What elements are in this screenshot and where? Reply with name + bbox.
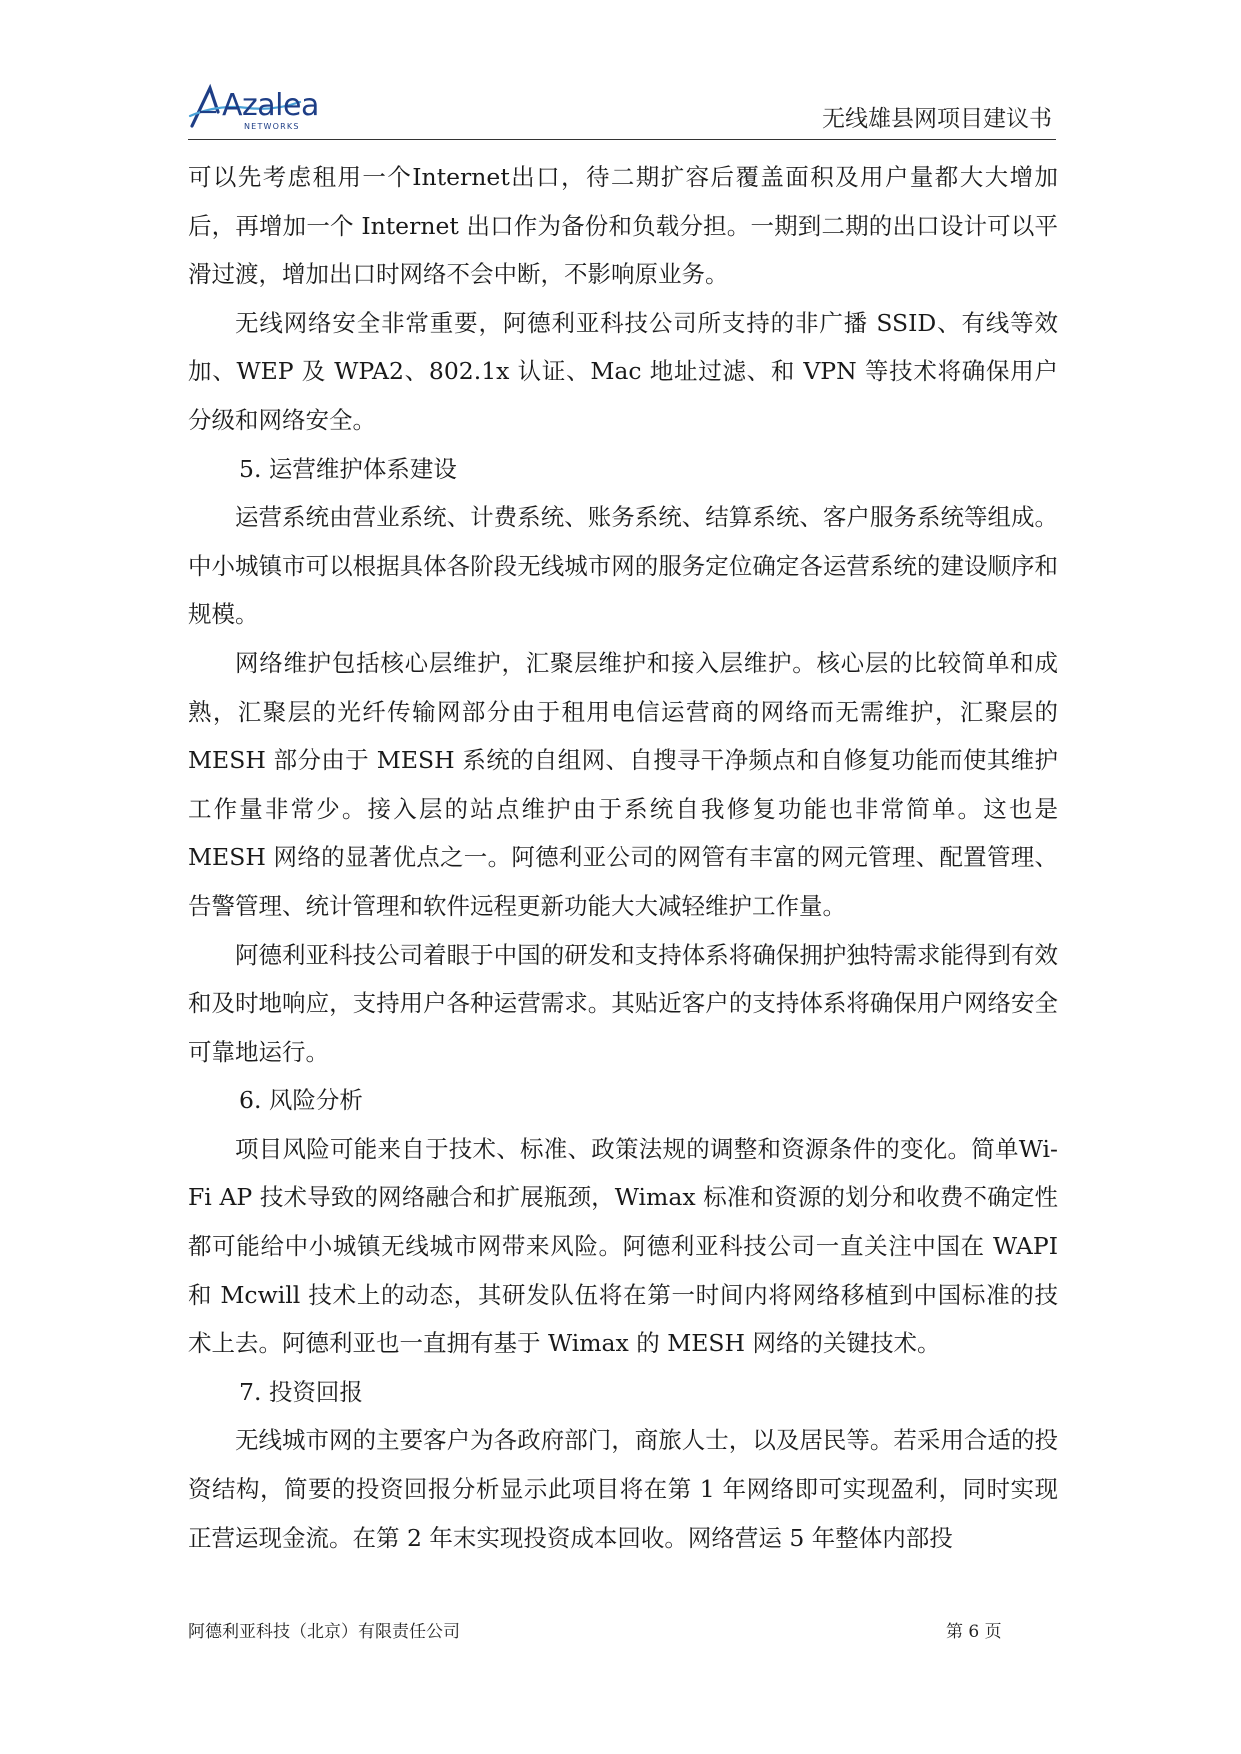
logo-subtext: NETWORKS bbox=[244, 122, 300, 131]
footer-company: 阿德利亚科技（北京）有限责任公司 bbox=[188, 1622, 460, 1642]
header-divider bbox=[188, 139, 1056, 140]
section-heading-operations: 5. 运营维护体系建设 bbox=[239, 454, 457, 483]
azalea-logo bbox=[188, 82, 319, 140]
paragraph-support-system: 阿德利亚科技公司着眼于中国的研发和支持体系将确保拥护独特需求能得到有效和及时地响应，支持用户各种运营需求。其贴近客户的支持体系将确保用户网络安全可靠地运行。 bbox=[188, 940, 1058, 1066]
paragraph-continued: 可以先考虑租用一个Internet出口，待二期扩容后覆盖面积及用户量都大大增加后，再增加一个 Internet 出口作为备份和负载分担。一期到二期的出口设计可以平滑过渡，增加出口时网络不会中断，不影响原业务。 bbox=[188, 163, 1058, 289]
section-heading-roi: 7. 投资回报 bbox=[239, 1377, 363, 1406]
paragraph-network-security: 无线网络安全非常重要，阿德利亚科技公司所支持的非广播 SSID、有线等效加、WEP 及 WPA2、802.1x 认证、Mac 地址过滤、和 VPN 等技术将确保用户分级和网络安全。 bbox=[188, 308, 1058, 434]
paragraph-risk-analysis: 项目风险可能来自于技术、标准、政策法规的调整和资源条件的变化。简单Wi-Fi AP 技术导致的网络融合和扩展瓶颈，Wimax 标准和资源的划分和收费不确定性都可能给中小城镇无线城市网带来风险。阿德利亚科技公司一直关注中国在 WAPI 和 Mcwill 技术上的动态，其研发队伍将在第一时间内将网络移植到中国标准的技术上去。阿德利亚也一直拥有基于 Wimax 的 MESH 网络的关键技术。 bbox=[188, 1134, 1058, 1358]
paragraph-network-maintenance: 网络维护包括核心层维护，汇聚层维护和接入层维护。核心层的比较简单和成熟，汇聚层的光纤传输网部分由于租用电信运营商的网络而无需维护，汇聚层的 MESH 部分由于 MESH 系统的自组网、自搜寻干净频点和自修复功能而使其维护工作量非常少。接入层的站点维护由于系统自我修复功能也非常简单。这也是 MESH 网络的显著优点之一。阿德利亚公司的网管有丰富的网元管理、配置管理、告警管理、统计管理和软件远程更新功能大大减轻维护工作量。 bbox=[188, 648, 1058, 920]
paragraph-investment-return: 无线城市网的主要客户为各政府部门，商旅人士，以及居民等。若采用合适的投资结构，简要的投资回报分析显示此项目将在第 1 年网络即可实现盈利，同时实现正营运现金流。在第 2 年末实现投资成本回收。网络营运 5 年整体内部投 bbox=[188, 1426, 1058, 1552]
document-title: 无线雄县网项目建议书 bbox=[822, 106, 1052, 132]
section-heading-risk: 6. 风险分析 bbox=[239, 1086, 363, 1115]
page-header bbox=[188, 82, 1056, 142]
page-body bbox=[188, 153, 1058, 1562]
page-number: 第 6 页 bbox=[946, 1622, 1002, 1642]
logo-wordmark: Azalea bbox=[222, 88, 319, 123]
paragraph-operations-system: 运营系统由营业系统、计费系统、账务系统、结算系统、客户服务系统等组成。中小城镇市可以根据具体各阶段无线城市网的服务定位确定各运营系统的建设顺序和规模。 bbox=[188, 503, 1058, 629]
